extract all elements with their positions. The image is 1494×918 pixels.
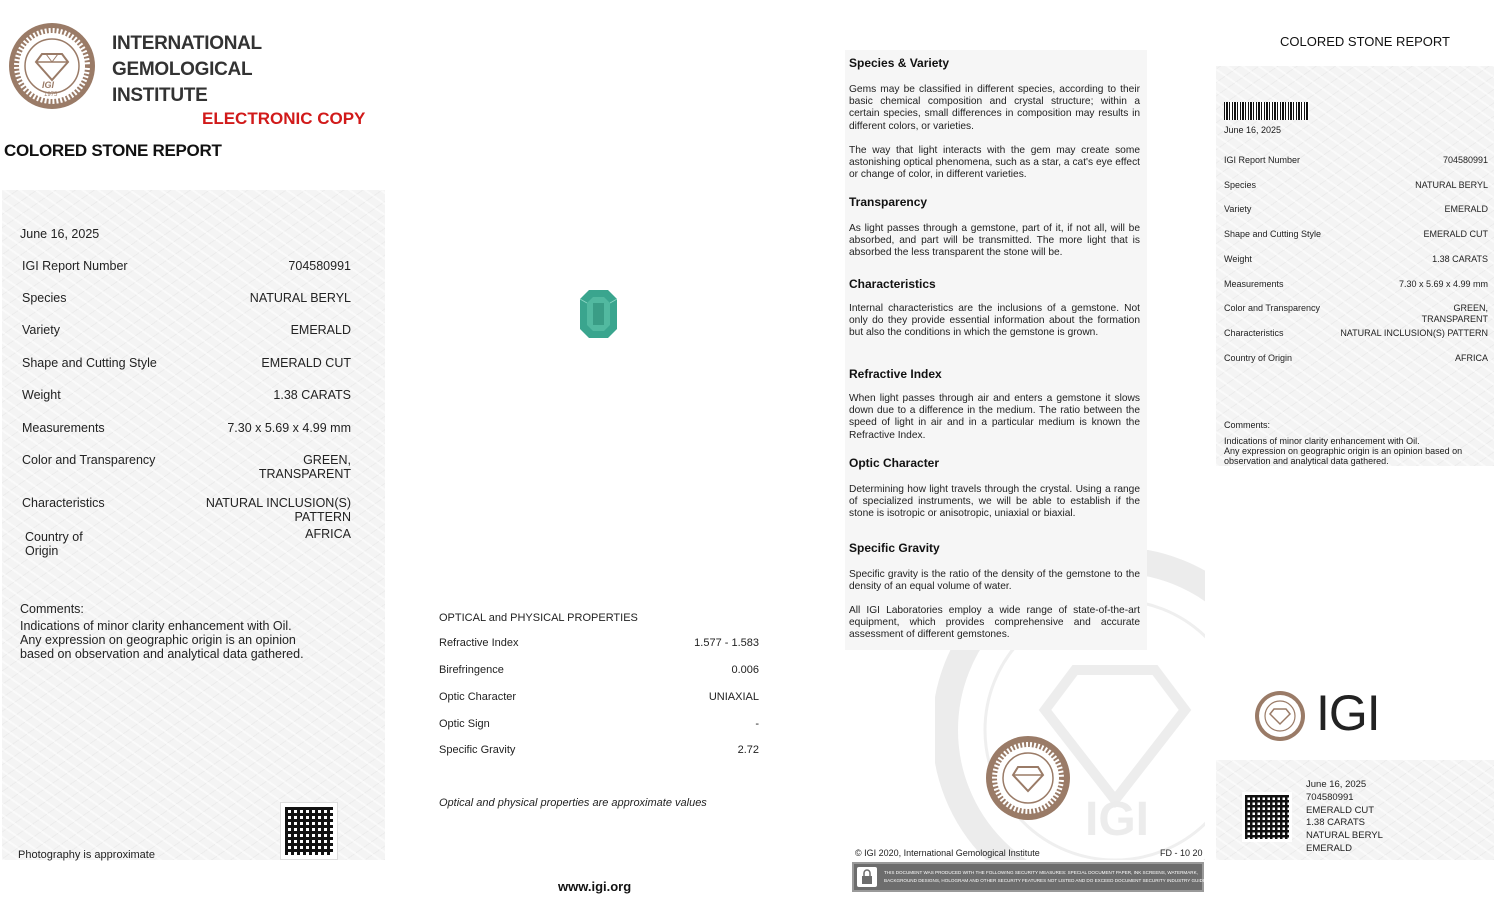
info-text-species-2: The way that light interacts with the gem may create some astonishing optical phenomena, such as a star, a cat's eye effect or change of color, in different varieties. <box>849 145 1140 181</box>
seal-year: 1975 <box>44 92 58 98</box>
emerald-gem-photo <box>580 290 617 338</box>
electronic-copy-label: ELECTRONIC COPY <box>202 109 366 128</box>
website-link[interactable]: www.igi.org <box>558 879 632 894</box>
info-heading-optic-character: Optic Character <box>849 456 940 470</box>
info-panel <box>845 50 1147 650</box>
copyright-text: © IGI 2020, International Gemological Institute <box>855 848 1040 858</box>
optical-properties-section: OPTICAL and PHYSICAL PROPERTIES Refractive Index 1.577 - 1.583 Birefringence 0.006 Optic Character UNIAXIAL Optic Sign - Specific Gravity 2.72 Optical and physical properties are approximate values <box>439 612 759 809</box>
report-details-panel: June 16, 2025 IGI Report Number 704580991 Species NATURAL BERYL Variety EMERALD Shape and Cutting Style EMERALD CUT Weight 1.38 CARATS Measurements 7.30 x 5.69 x 4.99 mm Color and Transparency GREEN, TRANSPARENT Characteristics NATURAL INCLUSION(S) PATTERN Country of Origin AFRICA Comments: Indications of minor clarity enhancement with Oil. Any expression on geographic origin is an opinion based on observation and analytical data gathered. Photography is approximate <box>2 190 385 860</box>
igi-seal-logo <box>8 22 96 110</box>
info-heading-refractive-index: Refractive Index <box>849 367 942 381</box>
stub-qr-code[interactable] <box>1242 792 1292 842</box>
report-title: COLORED STONE REPORT <box>4 141 222 160</box>
org-name-line2: GEMOLOGICAL <box>112 59 253 80</box>
stub-barcode <box>1224 102 1309 120</box>
report-date: June 16, 2025 <box>20 227 100 241</box>
photo-note: Photography is approximate <box>18 849 155 861</box>
org-name <box>112 31 262 109</box>
optical-title: OPTICAL and PHYSICAL PROPERTIES <box>439 612 638 624</box>
security-banner <box>852 862 1221 892</box>
seal-letters: IGI <box>42 80 55 90</box>
org-name-line1: INTERNATIONAL <box>112 33 262 54</box>
stub-comments-label: Comments: <box>1224 420 1271 430</box>
info-text-transparency: As light passes through a gemstone, part of it, if not all, will be absorbed, and part will be transmitted. The more light that is absorbed the less transparent the stone will be. <box>849 223 1140 259</box>
stub-tag-panel <box>1216 760 1494 860</box>
info-text-specific-gravity-2: All IGI Laboratories employ a wide range of state-of-the-art equipment, which provides comprehensive and accurate assessment of different gemstones. <box>849 605 1140 641</box>
lock-icon <box>857 867 877 887</box>
org-name-line3: INSTITUTE <box>112 85 208 106</box>
stub-details-panel: June 16, 2025 IGI Report Number 704580991 Species NATURAL BERYL Variety EMERALD Shape and Cutting Style EMERALD CUT Weight 1.38 CARATS Measurements 7.30 x 5.69 x 4.99 mm Color and Transparency GREEN, TRANSPARENT Characteristics NATURAL INCLUSION(S) PATTERN Country of Origin AFRICA Comments: Indications of minor clarity enhancement with Oil. Any expression on geographic origin is an opinion based on observation and analytical data gathered. <box>1216 66 1494 466</box>
info-heading-characteristics: Characteristics <box>849 277 936 291</box>
security-text: THIS DOCUMENT WAS PRODUCED WITH THE FOLLOWING SECURITY MEASURES: SPECIAL DOCUMENT PAPER, INK SCREENS, WATERMARK, BACKGROUND DESIGNS, HOLOGRAM AND OTHER SECURITY FEATURES NOT LISTED AND DO EXCEED DOCUMENT SECURITY INDUSTRY GUIDELINES. <box>884 870 1221 883</box>
small-seal-logo <box>985 735 1071 821</box>
stub-title: COLORED STONE REPORT <box>1280 34 1450 49</box>
comments-text: Indications of minor clarity enhancement with Oil. Any expression on geographic origin is an opinion based on observation and analytical data gathered. <box>20 619 304 661</box>
info-heading-species: Species & Variety <box>849 56 950 70</box>
info-text-refractive-index: When light passes through air and enters a gemstone it slows down due to a difference in the medium. The ratio between the speed of light in air and in a particular medium is known the Refractive Index. <box>849 393 1140 441</box>
info-text-specific-gravity-1: Specific gravity is the ratio of the density of the gemstone to the density of an equal volume of water. <box>849 569 1140 593</box>
info-heading-specific-gravity: Specific Gravity <box>849 541 940 555</box>
info-text-species-1: Gems may be classified in different species, according to their basic chemical composition and crystal structure; within a certain species, small differences in composition may results in different colors, or varieties. <box>849 84 1140 132</box>
svg-text:IGI: IGI <box>1085 793 1150 846</box>
form-code: FD - 10 20 <box>1160 848 1203 858</box>
stub-tag-text: June 16, 2025 704580991 EMERALD CUT 1.38 CARATS NATURAL BERYL EMERALD <box>1306 779 1383 854</box>
stub-seal-logo <box>1254 690 1306 742</box>
comments-label: Comments: <box>20 602 84 616</box>
qr-code[interactable] <box>281 803 337 859</box>
stub-comments-text: Indications of minor clarity enhancement with Oil. Any expression on geographic origin is an opinion based on observation and analytical data gathered. <box>1224 436 1463 466</box>
stub-igi-logo-text: IGI <box>1316 685 1380 741</box>
stub-date: June 16, 2025 <box>1224 125 1282 135</box>
info-text-characteristics: Internal characteristics are the inclusions of a gemstone. Not only do they provide essential information about the formation but also the conditions in which the gemstone is grown. <box>849 303 1140 339</box>
optical-note: Optical and physical properties are approximate values <box>439 797 707 809</box>
info-heading-transparency: Transparency <box>849 195 928 209</box>
info-text-optic-character: Determining how light travels through the crystal. Using a range of specialized instruments, we will be able to establish if the stone is isotropic or anisotropic, uniaxial or biaxial. <box>849 484 1140 520</box>
